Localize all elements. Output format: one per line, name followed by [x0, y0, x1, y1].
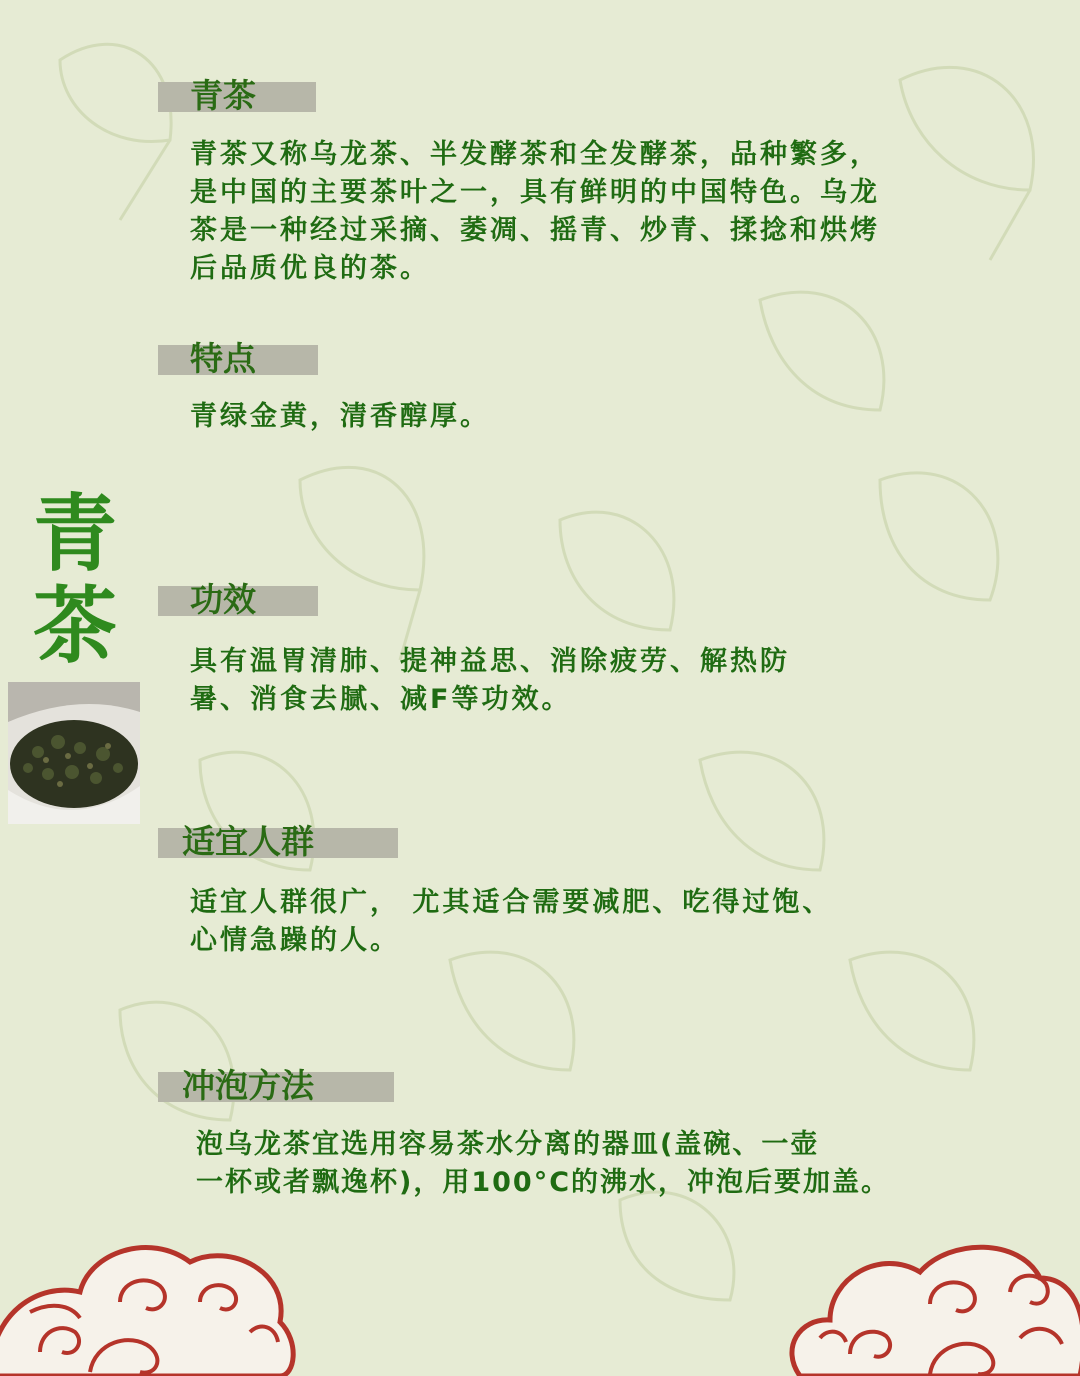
section-heading-brewing-method [158, 1066, 394, 1105]
body-line: 一杯或者飘逸杯)，用100°C的沸水，冲泡后要加盖。 [196, 1167, 891, 1198]
body-line: 适宜人群很广， 尤其适合需要减肥、吃得过饱、 [190, 887, 833, 918]
body-line: 青茶又称乌龙茶、半发酵茶和全发酵茶，品种繁多， [190, 139, 880, 170]
section-heading-benefits [158, 580, 318, 619]
section-heading-label: 特点 [190, 339, 256, 378]
body-line: 后品质优良的茶。 [190, 253, 430, 284]
tea-bowl-image [8, 682, 140, 824]
side-title-char-1: 青 [32, 485, 117, 583]
section-heading-label: 冲泡方法 [182, 1066, 314, 1105]
section-body-features [190, 398, 490, 436]
section-body-qingcha [190, 136, 880, 288]
side-title [30, 485, 120, 675]
auspicious-cloud-icon-right [780, 1228, 1080, 1376]
auspicious-cloud-icon-left [0, 1222, 300, 1376]
section-heading-label: 功效 [190, 580, 256, 619]
section-heading-label: 适宜人群 [182, 822, 314, 861]
section-heading-label: 青茶 [190, 76, 256, 115]
section-body-suitable-people [190, 884, 832, 960]
section-heading-suitable-people [158, 822, 398, 861]
section-heading-features [158, 339, 318, 378]
body-line: 泡乌龙茶宜选用容易茶水分离的器皿(盖碗、一壶 [196, 1129, 820, 1160]
body-line: 暑、消食去腻、减F等功效。 [190, 684, 572, 715]
body-line: 茶是一种经过采摘、萎凋、摇青、炒青、揉捻和烘烤 [190, 215, 880, 246]
section-heading-qingcha [158, 76, 316, 115]
body-line: 心情急躁的人。 [190, 925, 400, 956]
side-title-char-2: 茶 [32, 577, 117, 675]
section-body-brewing-method [196, 1126, 890, 1202]
body-line: 是中国的主要茶叶之一，具有鲜明的中国特色。乌龙 [190, 177, 880, 208]
body-line: 青绿金黄，清香醇厚。 [190, 401, 490, 432]
body-line: 具有温胃清肺、提神益思、消除疲劳、解热防 [190, 646, 790, 677]
section-body-benefits [190, 643, 790, 719]
